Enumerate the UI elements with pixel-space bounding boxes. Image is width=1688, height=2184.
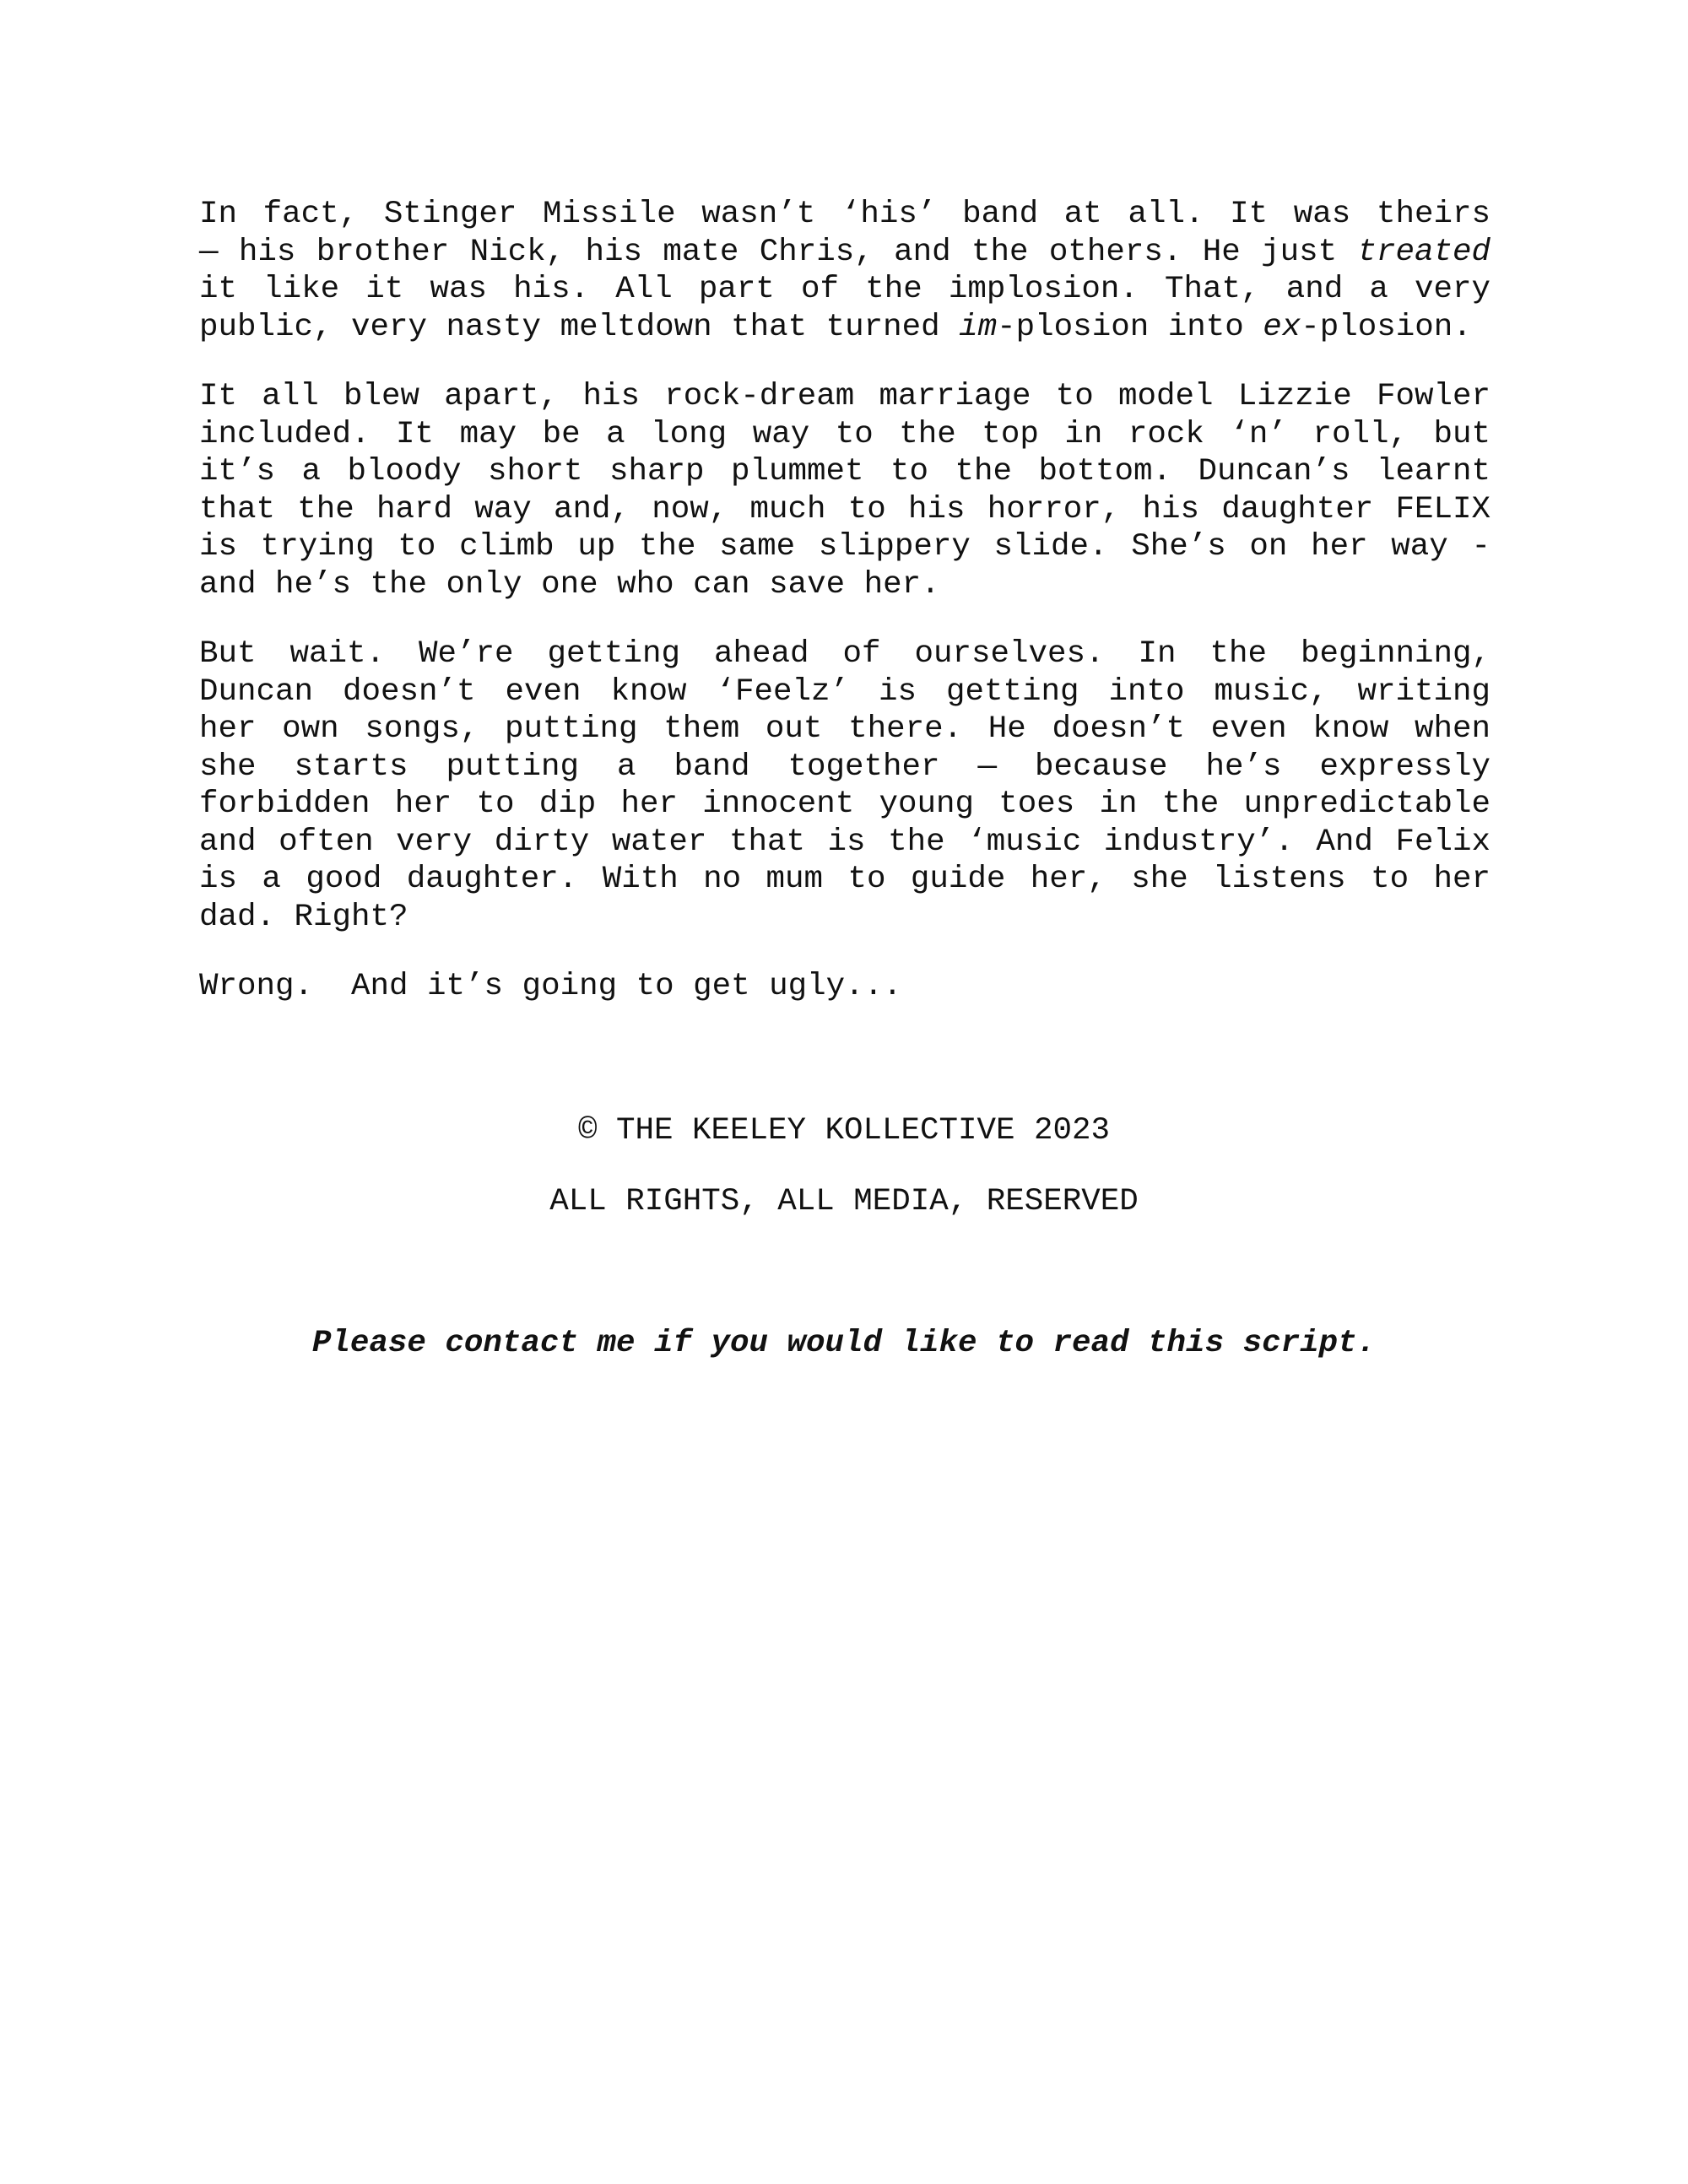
text-line: Wrong. And it’s going to get ugly... (199, 969, 902, 1004)
text-line: that the hard way and, now, much to his horror, his daughter FELIX (199, 491, 1491, 527)
text-line: her own songs, putting them out there. He doesn’t even know when (199, 711, 1491, 747)
text-line: But wait. We’re getting ahead of ourselves. In the beginning, (199, 636, 1491, 672)
paragraph-2 (199, 378, 1491, 603)
text-line: public, very nasty meltdown that turned im-plosion into ex-plosion. (199, 309, 1472, 345)
text-line: In fact, Stinger Missile wasn’t ‘his’ band at all. It was theirs (199, 197, 1491, 232)
paragraph-1 (199, 196, 1491, 346)
text-line: she starts putting a band together — because he’s expressly (199, 749, 1491, 785)
text-line: — his brother Nick, his mate Chris, and the others. He just treated (199, 234, 1491, 270)
text-line: It all blew apart, his rock-dream marriage to model Lizzie Fowler (199, 379, 1491, 414)
text-line: dad. Right? (199, 899, 408, 935)
emphasis-text: treated (1357, 234, 1491, 270)
text-line: is a good daughter. With no mum to guide her, she listens to her (199, 862, 1491, 897)
paragraph-4 (199, 968, 1491, 1006)
emphasis-text: ex (1263, 309, 1301, 345)
emphasis-text: im (959, 309, 998, 345)
copyright-notice: © THE KEELEY KOLLECTIVE 2023 (577, 1113, 1111, 1149)
text-line: forbidden her to dip her innocent young toes in the unpredictable (199, 787, 1491, 822)
rights-notice: ALL RIGHTS, ALL MEDIA, RESERVED (549, 1184, 1139, 1219)
contact-note: Please contact me if you would like to read this script. (311, 1326, 1377, 1361)
synopsis-body (199, 196, 1491, 1038)
text-line: it like it was his. All part of the implosion. That, and a very (199, 272, 1491, 307)
text-line: and he’s the only one who can save her. (199, 566, 940, 603)
text-line: Duncan doesn’t even know ‘Feelz’ is getting into music, writing (199, 673, 1491, 710)
paragraph-3 (199, 635, 1491, 936)
text-line: is trying to climb up the same slippery slide. She’s on her way - (199, 529, 1491, 565)
text-line: included. It may be a long way to the top in rock ‘n’ roll, but (199, 416, 1491, 452)
text-line: and often very dirty water that is the ‘music industry’. And Felix (199, 824, 1491, 860)
text-line: it’s a bloody short sharp plummet to the bottom. Duncan’s learnt (199, 454, 1491, 489)
